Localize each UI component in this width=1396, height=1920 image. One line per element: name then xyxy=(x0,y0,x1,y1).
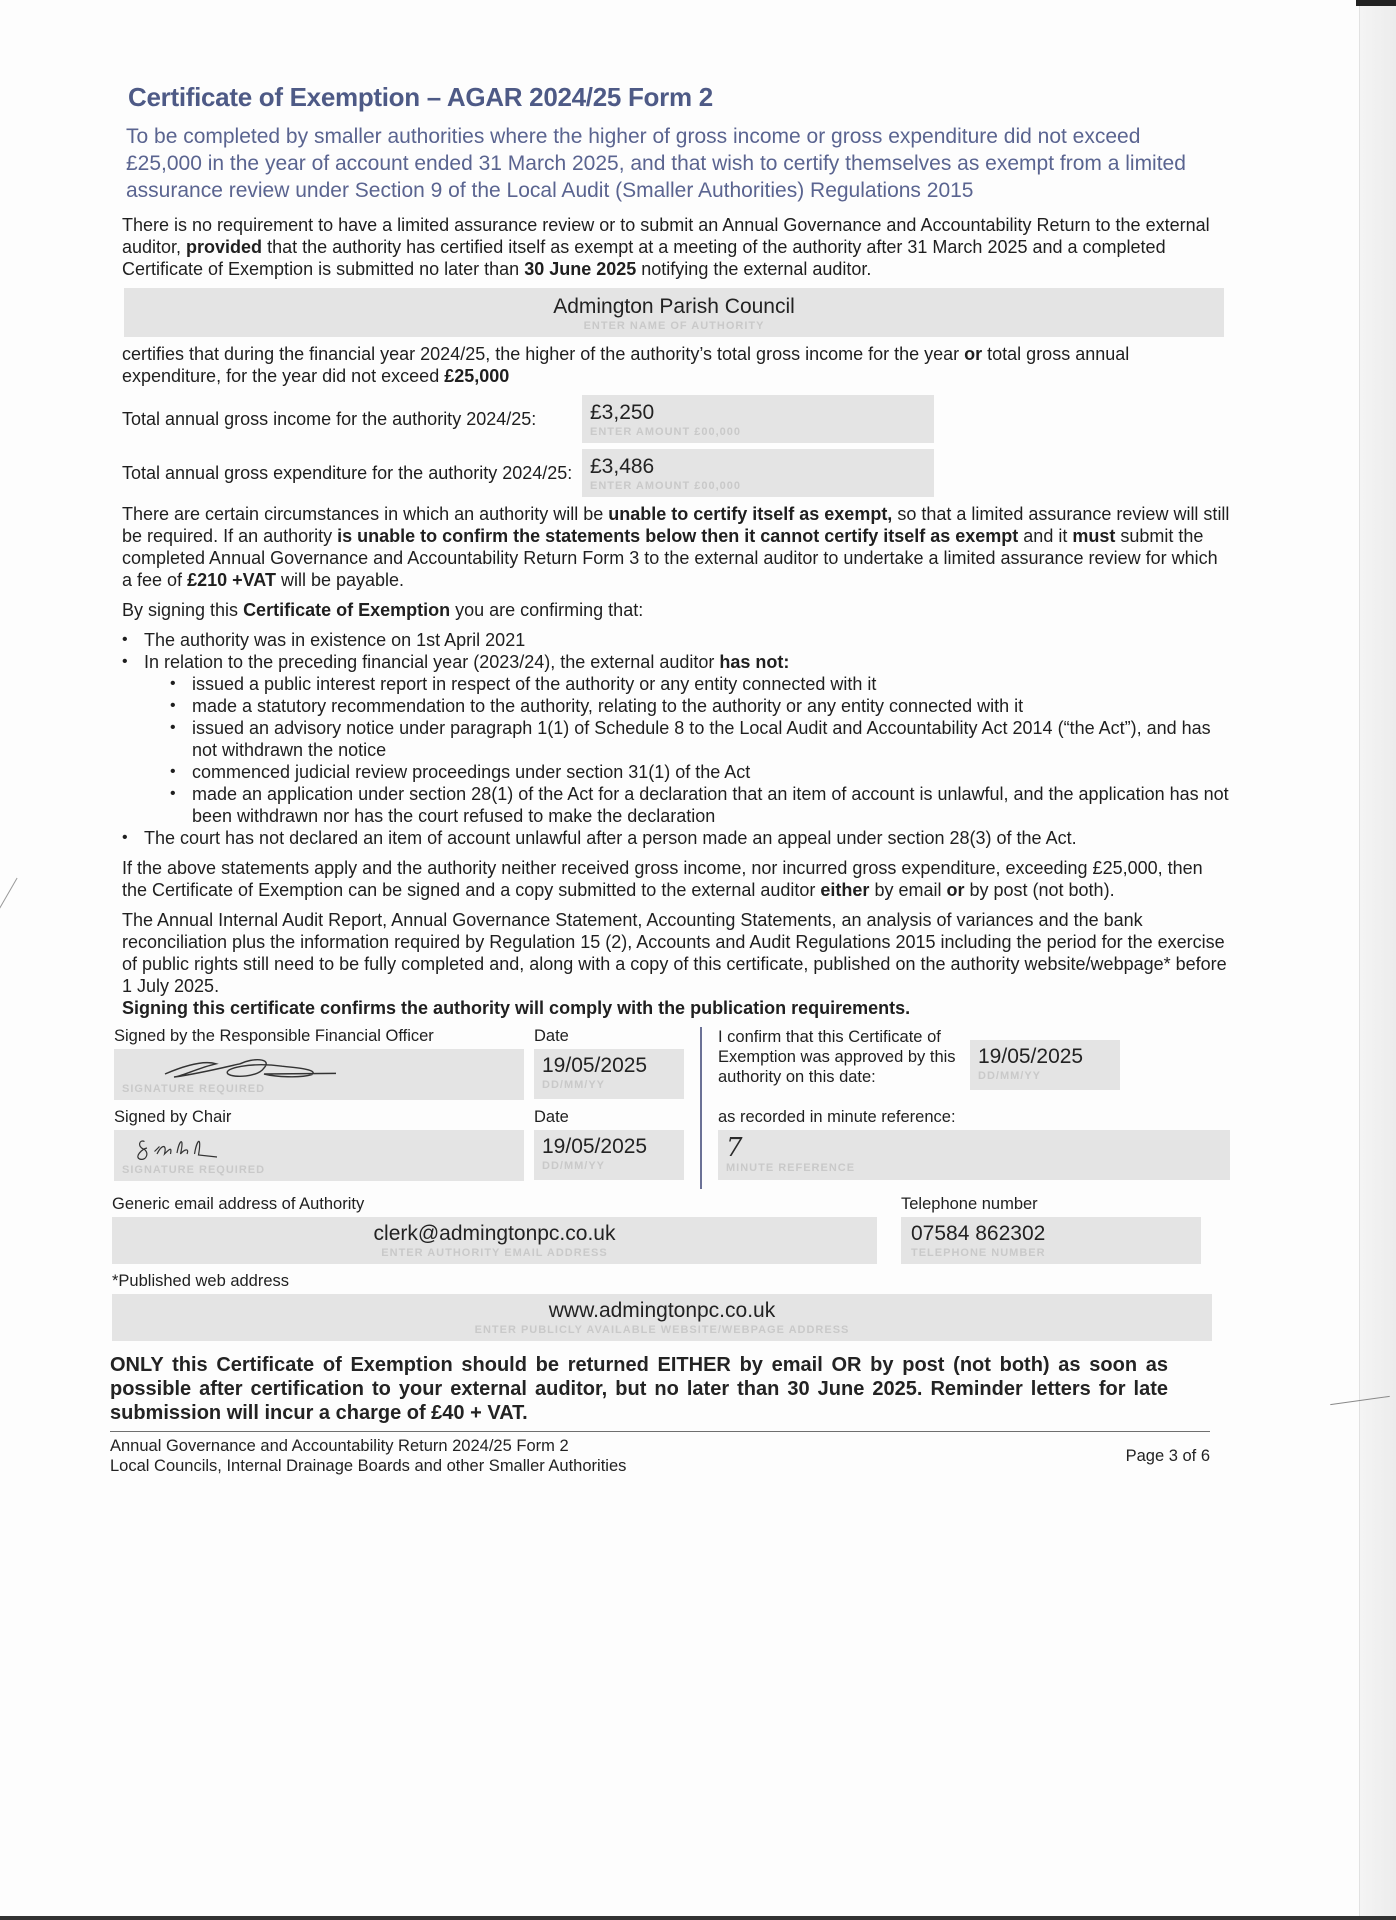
sub-list-item: • made an application under section 28(1) of the Act for a declaration that an item of account is unlawful, and the application has not been withdrawn nor has the court refused to make the declaration xyxy=(166,783,1230,827)
bold-text: 30 June 2025 xyxy=(524,259,637,279)
text: There are certain circumstances in which an authority will be xyxy=(122,504,609,524)
list-item xyxy=(118,651,1230,827)
field-placeholder: DD/MM/YY xyxy=(542,1160,605,1172)
email-block xyxy=(112,1195,877,1264)
sub-list-item: • commenced judicial review proceedings under section 31(1) of the Act xyxy=(166,761,1230,783)
field-placeholder: ENTER AMOUNT £00,000 xyxy=(590,480,742,492)
income-label: Total annual gross income for the authority 2024/25: xyxy=(122,408,537,429)
rfo-date-field[interactable] xyxy=(534,1049,684,1099)
approval-date-field[interactable] xyxy=(970,1040,1120,1090)
sub-list xyxy=(166,673,1230,827)
footer-line: Local Councils, Internal Drainage Boards and other Smaller Authorities xyxy=(110,1457,627,1475)
text: by post (not both). xyxy=(964,880,1115,900)
list-item: • The court has not declared an item of account unlawful after a person made an appeal under section 28(3) of the Act. xyxy=(118,827,1230,849)
income-row xyxy=(122,395,1230,443)
authority-name-value: Admington Parish Council xyxy=(553,295,795,318)
expenditure-row xyxy=(122,449,1230,497)
chair-signature-field[interactable] xyxy=(114,1130,524,1181)
confirmation-list xyxy=(118,629,1230,849)
field-placeholder: DD/MM/YY xyxy=(542,1079,605,1091)
sub-list-item: • issued an advisory notice under paragraph 1(1) of Schedule 8 to the Local Audit and Accountability Act 2014 (“the Act”), and has not withdrawn the notice xyxy=(166,717,1230,761)
bold-text: £25,000 xyxy=(444,366,510,386)
page-number: Page 3 of 6 xyxy=(1125,1447,1210,1465)
rfo-date-block xyxy=(534,1027,684,1100)
scan-mark xyxy=(0,878,38,942)
footer-divider xyxy=(110,1431,1210,1432)
chair-signature-block xyxy=(114,1108,524,1181)
email-value: clerk@admingtonpc.co.uk xyxy=(373,1222,616,1245)
bold-text: is unable to confirm the statements below then it cannot certify itself as exempt xyxy=(337,526,1019,546)
text: that the authority has certified itself as exempt at a meeting of the authority after 31 March 2025 and a completed Certificate of Exemption is submitted no later than xyxy=(122,237,1166,279)
scan-edge-right xyxy=(1359,0,1396,1920)
bold-text: unable to certify itself as exempt, xyxy=(608,504,893,524)
field-placeholder: DD/MM/YY xyxy=(978,1070,1041,1082)
text: There is no requirement to have a limited assurance review or to submit an Annual Governance and Accountability Return to the external auditor, xyxy=(122,215,1210,257)
bold-text: provided xyxy=(186,237,263,257)
text: If the above statements apply and the authority neither received gross income, nor incurred gross expenditure, exceeding £25,000, then the Certificate of Exemption can be signed and a copy submitted to the external auditor xyxy=(122,858,1203,900)
footer-text xyxy=(110,1436,626,1476)
income-field[interactable] xyxy=(582,395,934,443)
paragraph-circumstances xyxy=(122,503,1230,591)
email-field[interactable] xyxy=(112,1217,877,1264)
return-notice: ONLY this Certificate of Exemption should be returned EITHER by email OR by post (not both) as soon as possible after certification to your external auditor, but no later than 30 June 2025. Reminder letters for late submission will incur a charge of £40 + VAT. xyxy=(110,1354,1168,1424)
rfo-signature-label: Signed by the Responsible Financial Officer xyxy=(114,1027,434,1045)
text: The Annual Internal Audit Report, Annual Governance Statement, Accounting Statements, an analysis of variances and the bank reconciliation plus the information required by Regulation 15 (2), Accounts and Audit Regulations 2015 including the period for the exercise of public rights still need to be fully completed and, along with a copy of this certificate, published on the authority website/webpage* before 1 July 2025. xyxy=(122,910,1227,996)
scan-edge-bottom xyxy=(0,1916,1396,1920)
bold-text: Certificate of Exemption xyxy=(243,600,451,620)
paragraph-submission xyxy=(122,857,1230,901)
web-address-value: www.admingtonpc.co.uk xyxy=(548,1299,776,1322)
sub-list-item: • made a statutory recommendation to the authority, relating to the authority or any entity connected with it xyxy=(166,695,1230,717)
approval-confirm-text: I confirm that this Certificate of Exemption was approved by this authority on this date: xyxy=(718,1028,956,1086)
web-address-label: *Published web address xyxy=(112,1272,290,1290)
authority-name-field[interactable] xyxy=(124,288,1224,337)
bold-text: must xyxy=(1072,526,1116,546)
text: by email xyxy=(869,880,947,900)
web-address-field[interactable] xyxy=(112,1294,1212,1341)
field-placeholder: TELEPHONE NUMBER xyxy=(911,1247,1046,1259)
intro-text: To be completed by smaller authorities where the higher of gross income or gross expenditure did not exceed £25,000 in the year of account ended 31 March 2025, and that wish to certify themselves as exempt from a limited assurance review under Section 9 of the Local Audit (Smaller Authorities) Regulations 2015 xyxy=(126,125,1186,202)
footer xyxy=(110,1436,1210,1476)
field-placeholder: SIGNATURE REQUIRED xyxy=(122,1164,266,1176)
rfo-date-label: Date xyxy=(534,1027,569,1045)
expenditure-field[interactable] xyxy=(582,449,934,497)
rfo-date-value: 19/05/2025 xyxy=(542,1054,648,1077)
field-placeholder: ENTER PUBLICLY AVAILABLE WEBSITE/WEBPAGE ADDRESS xyxy=(474,1324,850,1336)
bold-text: has not: xyxy=(719,652,790,672)
text: notifying the external auditor. xyxy=(636,259,872,279)
approval-date-value: 19/05/2025 xyxy=(978,1045,1084,1068)
email-label: Generic email address of Authority xyxy=(112,1195,365,1213)
income-value: £3,250 xyxy=(590,401,655,424)
text: so that a limited assurance review will still be required. If an authority xyxy=(122,504,1230,546)
chair-signature-label: Signed by Chair xyxy=(114,1108,232,1126)
chair-date-block xyxy=(534,1108,684,1181)
minute-reference-block xyxy=(718,1108,1230,1181)
minute-reference-value: 7 xyxy=(726,1133,743,1163)
vertical-divider xyxy=(700,1027,702,1189)
text: you are confirming that: xyxy=(450,600,644,620)
chair-signature-scribble xyxy=(122,1134,232,1164)
text: By signing this xyxy=(122,600,244,620)
telephone-label: Telephone number xyxy=(901,1195,1038,1213)
approval-block xyxy=(718,1027,1230,1100)
field-placeholder: ENTER AMOUNT £00,000 xyxy=(590,426,742,438)
bold-text: £210 +VAT xyxy=(187,570,276,590)
text: certifies that during the financial year 2024/25, the higher of the authority’s total gross income for the year xyxy=(122,344,965,364)
text: total gross annual expenditure, for the year did not exceed xyxy=(122,344,1130,386)
rfo-signature-scribble xyxy=(122,1053,382,1083)
chair-date-label: Date xyxy=(534,1108,569,1126)
text: submit the completed Annual Governance and Accountability Return Form 3 to the external auditor to undertake a limited assurance review for which a fee of xyxy=(122,526,1218,590)
rfo-signature-block xyxy=(114,1027,524,1100)
bold-text: Signing this certificate confirms the authority will comply with the publication requirements. xyxy=(122,998,911,1018)
paragraph-requirement xyxy=(122,214,1230,280)
minute-reference-label: as recorded in minute reference: xyxy=(718,1108,956,1126)
rfo-signature-field[interactable] xyxy=(114,1049,524,1100)
paragraph-certifies xyxy=(122,343,1230,387)
list-item: • The authority was in existence on 1st April 2021 xyxy=(118,629,1230,651)
expenditure-label: Total annual gross expenditure for the authority 2024/25: xyxy=(122,462,573,483)
signature-section xyxy=(114,1027,1230,1189)
field-placeholder: ENTER NAME OF AUTHORITY xyxy=(583,320,765,332)
web-address-block xyxy=(112,1272,1230,1341)
paragraph-by-signing xyxy=(122,599,1230,621)
scan-edge-top xyxy=(1356,0,1396,6)
expenditure-value: £3,486 xyxy=(590,455,655,478)
text: and it xyxy=(1018,526,1073,546)
bold-text: or xyxy=(946,880,965,900)
text: will be payable. xyxy=(275,570,405,590)
field-placeholder: ENTER AUTHORITY EMAIL ADDRESS xyxy=(381,1247,608,1259)
telephone-block xyxy=(901,1195,1201,1264)
chair-date-field[interactable] xyxy=(534,1130,684,1180)
page-title: Certificate of Exemption – AGAR 2024/25 Form 2 xyxy=(128,82,713,112)
bold-text: or xyxy=(964,344,983,364)
field-placeholder: MINUTE REFERENCE xyxy=(726,1162,856,1174)
telephone-value: 07584 862302 xyxy=(911,1222,1046,1245)
contact-row xyxy=(112,1195,1230,1264)
sub-list-item: • issued a public interest report in respect of the authority or any entity connected with it xyxy=(166,673,1230,695)
bold-text: either xyxy=(820,880,870,900)
telephone-field[interactable] xyxy=(901,1217,1201,1264)
paragraph-publication xyxy=(122,909,1230,1019)
text: In relation to the preceding financial year (2023/24), the external auditor xyxy=(144,652,720,672)
document-page xyxy=(110,82,1230,1476)
minute-reference-field[interactable] xyxy=(718,1130,1230,1180)
field-placeholder: SIGNATURE REQUIRED xyxy=(122,1083,266,1095)
footer-line: Annual Governance and Accountability Return 2024/25 Form 2 xyxy=(110,1437,569,1455)
chair-date-value: 19/05/2025 xyxy=(542,1135,648,1158)
